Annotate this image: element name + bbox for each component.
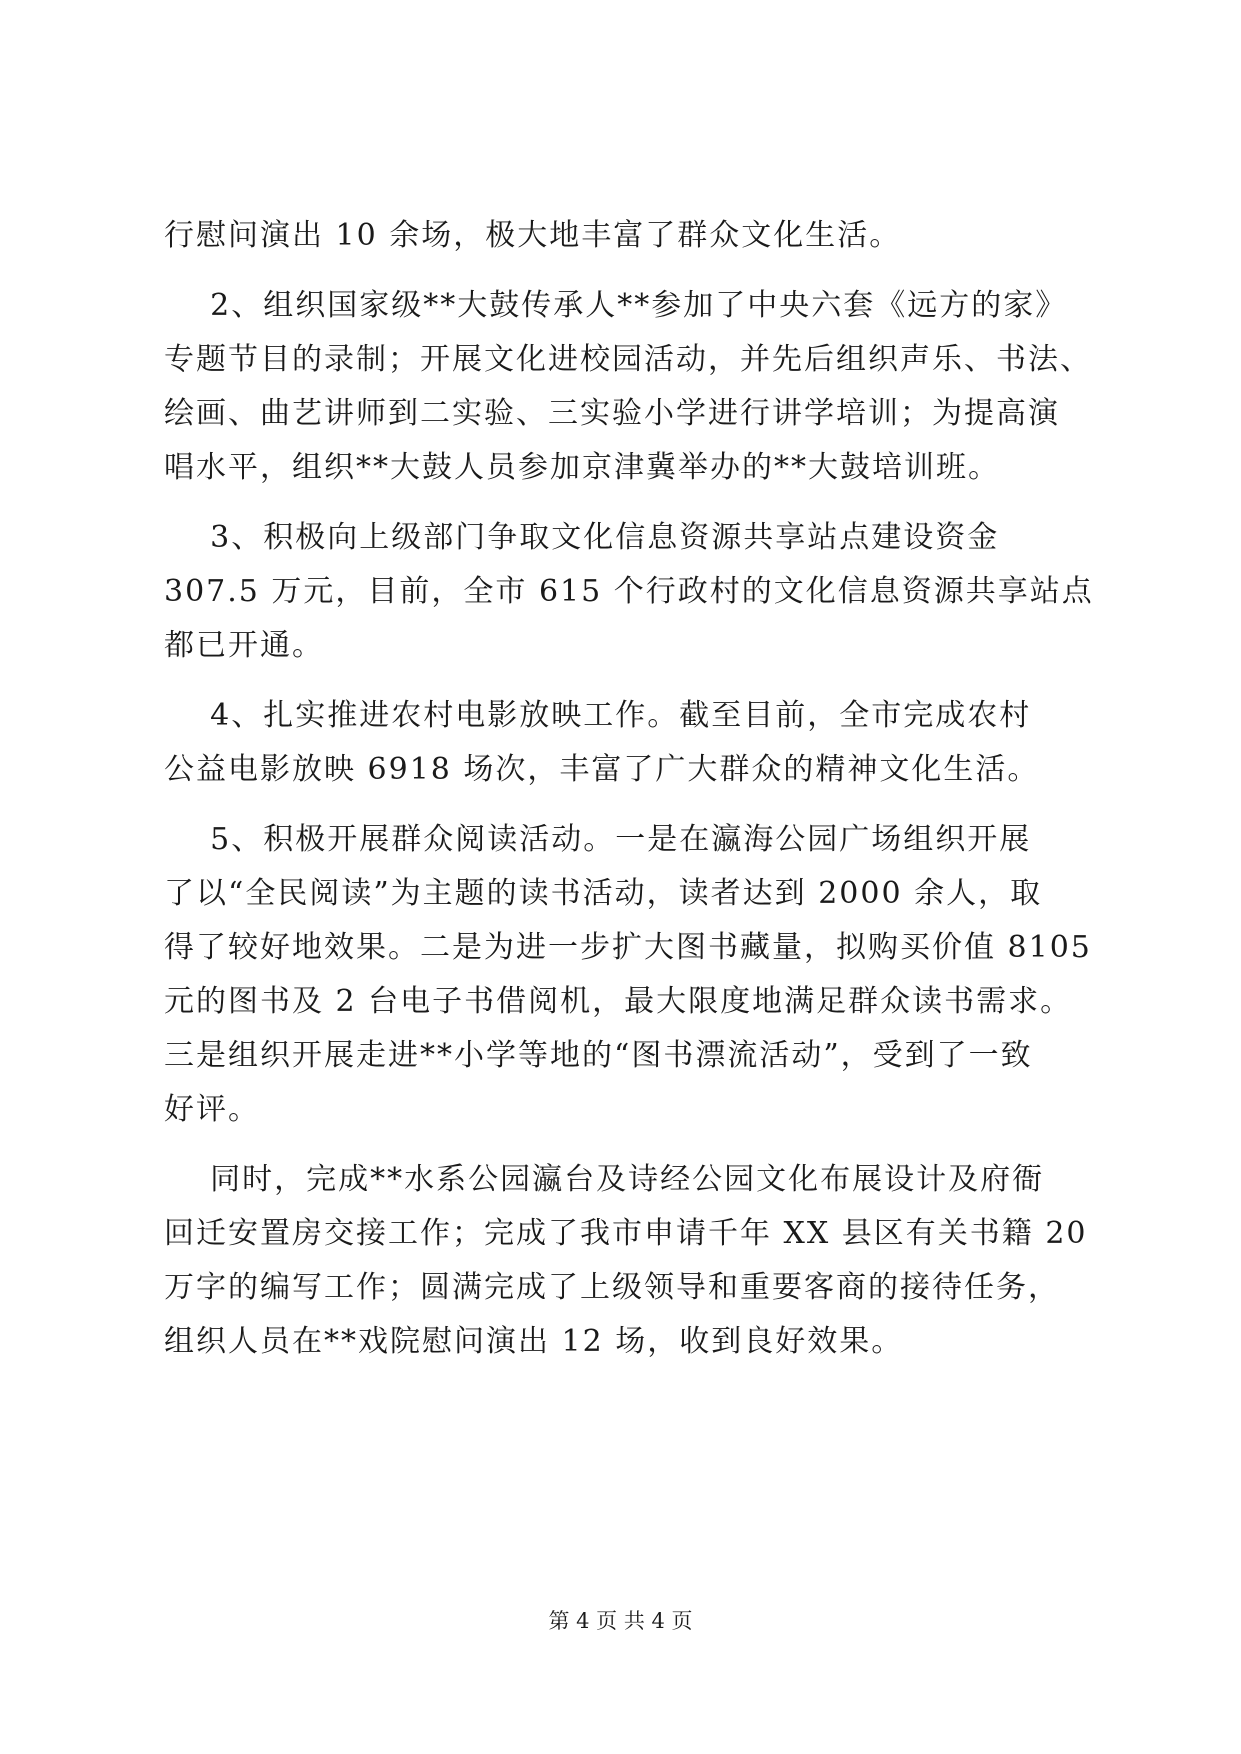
paragraph bbox=[164, 209, 1080, 263]
text-line: 2、组织国家级**大鼓传承人**参加了中央六套《远方的家》 bbox=[164, 288, 1068, 323]
paragraph bbox=[164, 1153, 1088, 1369]
paragraph bbox=[164, 511, 1094, 673]
text-line: 三是组织开展走进**小学等地的“图书漂流活动”，受到了一致 bbox=[164, 1038, 1033, 1073]
paragraph bbox=[164, 689, 1080, 797]
text-line: 了以“全民阅读”为主题的读书活动，读者达到 2000 余人，取 bbox=[164, 876, 1043, 911]
paragraph bbox=[164, 279, 1092, 495]
text-line: 好评。 bbox=[164, 1092, 260, 1127]
text-line: 唱水平，组织**大鼓人员参加京津冀举办的**大鼓培训班。 bbox=[164, 450, 1000, 485]
text-line: 回迁安置房交接工作；完成了我市申请千年 XX 县区有关书籍 20 bbox=[164, 1216, 1088, 1251]
text-line: 都已开通。 bbox=[164, 628, 324, 663]
text-line: 公益电影放映 6918 场次，丰富了广大群众的精神文化生活。 bbox=[164, 752, 1040, 787]
text-line: 5、积极开展群众阅读活动。一是在瀛海公园广场组织开展 bbox=[164, 822, 1032, 857]
text-line: 得了较好地效果。二是为进一步扩大图书藏量，拟购买价值 8105 bbox=[164, 930, 1092, 965]
document-body bbox=[164, 209, 1094, 1369]
text-line: 专题节目的录制；开展文化进校园活动，并先后组织声乐、书法、 bbox=[164, 342, 1092, 377]
text-line: 元的图书及 2 台电子书借阅机，最大限度地满足群众读书需求。 bbox=[164, 984, 1073, 1019]
text-line: 组织人员在**戏院慰问演出 12 场，收到良好效果。 bbox=[164, 1324, 904, 1359]
paragraph bbox=[164, 813, 1092, 1137]
text-line: 行慰问演出 10 余场，极大地丰富了群众文化生活。 bbox=[164, 218, 902, 253]
text-line: 4、扎实推进农村电影放映工作。截至目前，全市完成农村 bbox=[164, 698, 1032, 733]
page-number-footer: 第 4 页 共 4 页 bbox=[548, 1609, 693, 1633]
text-line: 3、积极向上级部门争取文化信息资源共享站点建设资金 bbox=[164, 520, 1000, 555]
text-line: 307.5 万元，目前，全市 615 个行政村的文化信息资源共享站点 bbox=[164, 574, 1094, 609]
text-line: 万字的编写工作；圆满完成了上级领导和重要客商的接待任务， bbox=[164, 1270, 1060, 1305]
text-line: 绘画、曲艺讲师到二实验、三实验小学进行讲学培训；为提高演 bbox=[164, 396, 1060, 431]
text-line: 同时，完成**水系公园瀛台及诗经公园文化布展设计及府衙 bbox=[164, 1162, 1045, 1197]
